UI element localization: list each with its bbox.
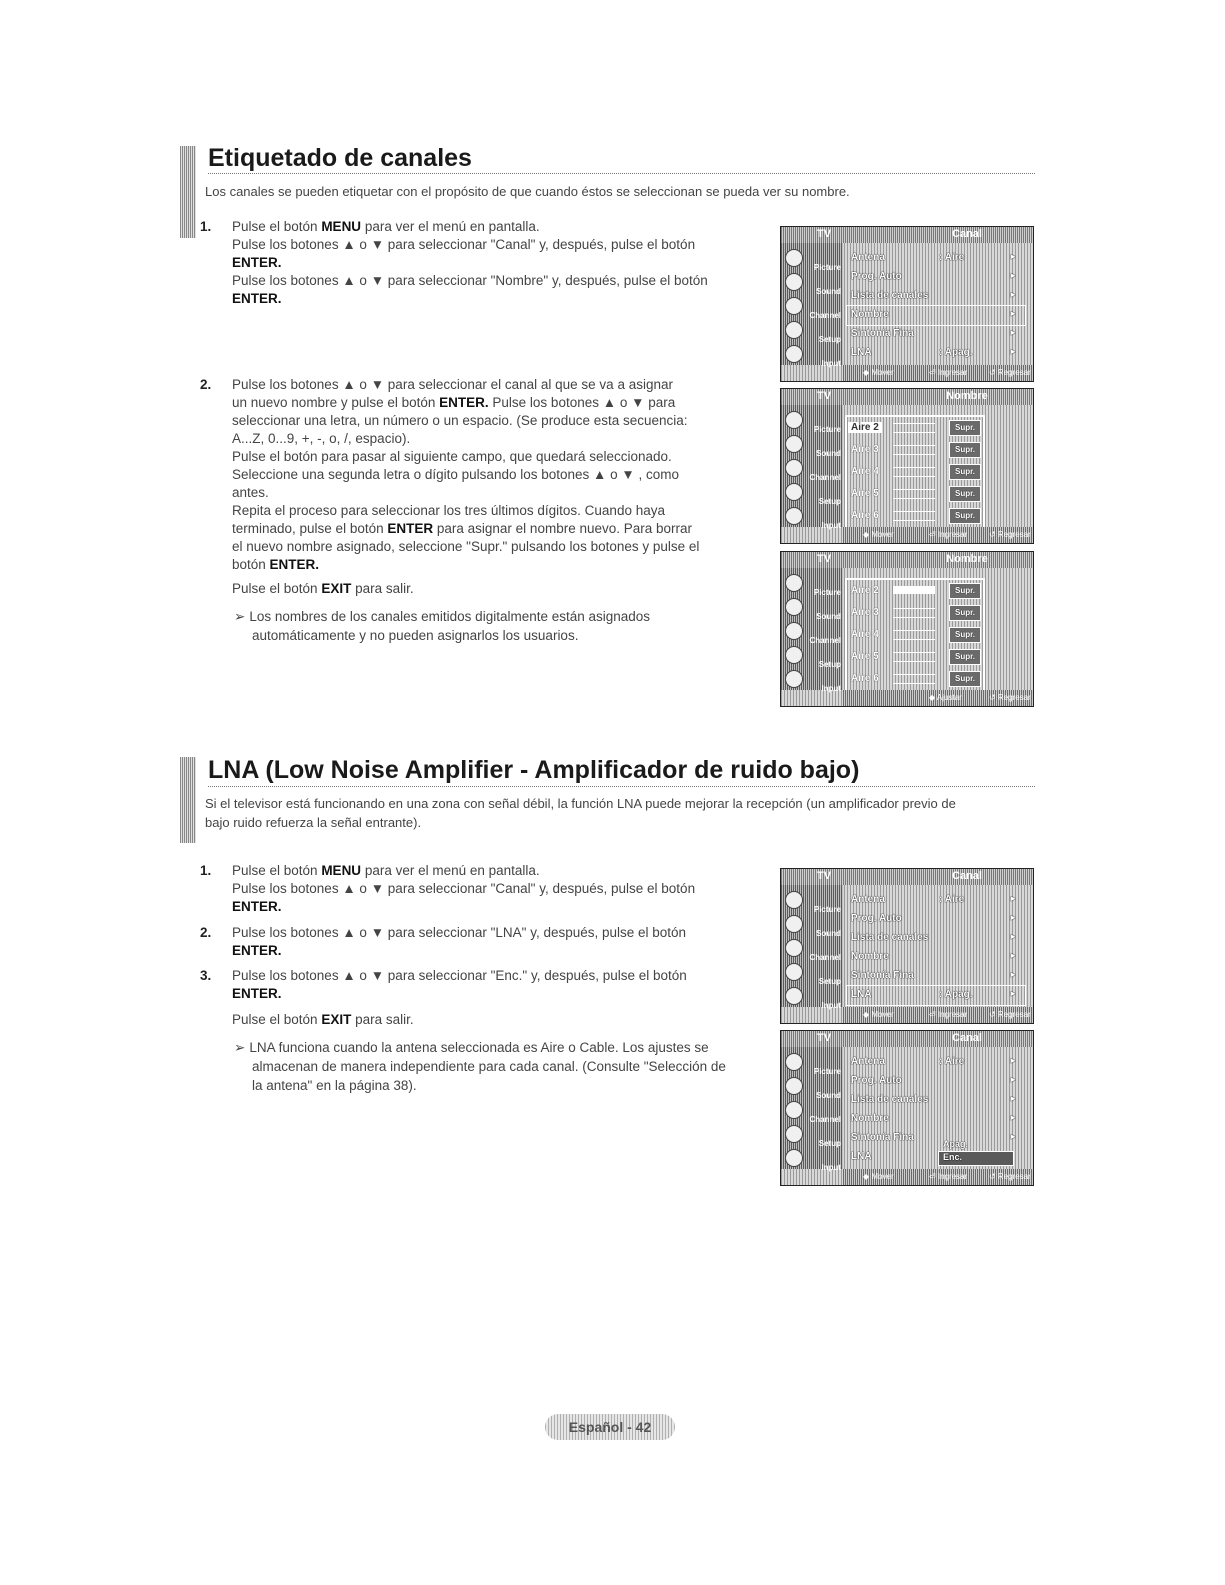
side-label: Channel: [809, 311, 841, 320]
row-key: Lista de canales: [851, 290, 929, 301]
foot-adjust: ◆ Ajustar: [929, 693, 962, 702]
osd-tv-label: TV: [817, 553, 832, 565]
row-key: Prog. Auto: [851, 913, 902, 924]
name-row-selected: [847, 417, 983, 439]
osd-row: [847, 1139, 1025, 1167]
step-3: [200, 967, 750, 1003]
note-arrow-icon: ➢: [234, 609, 246, 624]
side-label: Setup: [818, 497, 841, 506]
text: para salir.: [351, 581, 414, 596]
exit-line: [200, 580, 750, 598]
row-key: Antena: [851, 894, 885, 905]
note: [234, 607, 754, 645]
side-label: Sound: [816, 449, 841, 458]
keyword-enter: ENTER.: [232, 291, 282, 306]
arrow-right-icon: ►: [1009, 271, 1017, 280]
name-row: [847, 668, 983, 690]
keyword-enter: ENTER.: [232, 986, 282, 1001]
arrow-right-icon: ►: [1009, 328, 1017, 337]
name-list: [845, 415, 985, 529]
osd-sidebar: [781, 1047, 843, 1172]
row-key: LNA: [851, 1151, 872, 1162]
name-slots: [893, 586, 935, 594]
osd-sidebar: [781, 568, 843, 693]
osd-row: [847, 910, 1025, 929]
name-slots: [893, 511, 935, 521]
row-key: Prog. Auto: [851, 1075, 902, 1086]
text: botón: [232, 557, 270, 572]
foot-enter: ⏎ Ingresar: [929, 1172, 968, 1181]
delete-button: Supr.: [949, 442, 981, 458]
page-number: Español - 42: [545, 1414, 675, 1440]
arrow-right-icon: ►: [1009, 252, 1017, 261]
osd-rows: [847, 249, 1025, 363]
osd-heading: Nombre: [946, 390, 988, 402]
arrow-right-icon: ►: [1009, 989, 1017, 998]
side-label: Sound: [816, 929, 841, 938]
keyword-enter: ENTER.: [232, 899, 282, 914]
text: Pulse el botón para pasar al siguiente campo, que quedará seleccionado.: [232, 449, 672, 464]
side-label: Picture: [813, 905, 841, 914]
osd-row: [847, 287, 1025, 306]
keyword-enter: ENTER.: [269, 557, 320, 572]
step-number: 1.: [200, 219, 212, 234]
name-slots: [893, 630, 935, 640]
osd-row: [847, 1110, 1025, 1129]
lna-option-selected: Enc.: [939, 1152, 1013, 1165]
keyword-enter: ENTER: [387, 521, 434, 536]
exit-line: [200, 1011, 750, 1029]
row-key: Nombre: [851, 309, 889, 320]
arrow-right-icon: ►: [1009, 1056, 1017, 1065]
name-row-editing: [847, 580, 983, 602]
osd-heading: Nombre: [946, 553, 988, 565]
text: Seleccione una segunda letra o dígito pulsando los botones ▲ o ▼ , como: [232, 467, 680, 482]
osd-canal-menu: [780, 226, 1034, 382]
delete-button: Supr.: [949, 649, 981, 665]
arrow-right-icon: ►: [1009, 970, 1017, 979]
step-number: 3.: [200, 968, 212, 983]
side-label: Sound: [816, 287, 841, 296]
step-2: [200, 376, 750, 574]
step-1: [200, 862, 750, 916]
lna-option: Apag.: [943, 1139, 969, 1149]
foot-return: ↺ Regresar: [989, 1010, 1031, 1019]
name-slots: [893, 467, 935, 477]
row-key: LNA: [851, 989, 872, 1000]
side-label: Channel: [809, 1115, 841, 1124]
foot-enter: ⏎ Ingresar: [929, 1010, 968, 1019]
arrow-right-icon: ►: [1009, 290, 1017, 299]
osd-tv-label: TV: [817, 228, 832, 240]
osd-title-bar: [781, 869, 1033, 885]
row-value: : Apag.: [939, 989, 973, 1000]
side-label: Picture: [813, 263, 841, 272]
foot-return: ↺ Regresar: [989, 530, 1031, 539]
row-key: Nombre: [851, 951, 889, 962]
channel-name: Aire 2: [851, 585, 879, 596]
name-slots: [893, 608, 935, 618]
text: Pulse el botón: [232, 219, 322, 234]
row-key: Antena: [851, 1056, 885, 1067]
channel-name: Aire 3: [851, 444, 879, 455]
osd-row: [847, 249, 1025, 268]
text: terminado, pulse el botón: [232, 521, 388, 536]
channel-name: Aire 6: [851, 510, 879, 521]
foot-move: ◆ Mover: [863, 368, 894, 377]
step-number: 1.: [200, 863, 212, 878]
channel-name: Aire 3: [851, 607, 879, 618]
osd-heading: Canal: [952, 870, 982, 882]
keyword-enter: ENTER.: [232, 255, 282, 270]
side-label: Sound: [816, 612, 841, 621]
side-label: Sound: [816, 1091, 841, 1100]
delete-button: Supr.: [949, 420, 981, 436]
text: bajo ruido refuerza la señal entrante).: [205, 815, 422, 830]
text: Pulse los botones ▲ o ▼ para seleccionar "LNA" y, después, pulse el botón: [232, 925, 687, 940]
name-row: [847, 624, 983, 646]
side-label: Input: [821, 521, 841, 530]
row-value: : Apag.: [939, 347, 973, 358]
arrow-right-icon: ►: [1009, 347, 1017, 356]
arrow-right-icon: ►: [1009, 1075, 1017, 1084]
osd-row: [847, 1072, 1025, 1091]
osd-canal-lna-options: [780, 1030, 1034, 1186]
side-label: Setup: [818, 660, 841, 669]
osd-title-bar: [781, 227, 1033, 243]
note: [234, 1038, 754, 1095]
text: para ver el menú en pantalla.: [361, 219, 540, 234]
row-key: Sintonía Fina: [851, 970, 914, 981]
text: Pulse los botones ▲ o ▼ para: [488, 395, 676, 410]
row-key: Sintonía Fina: [851, 328, 914, 339]
side-label: Setup: [818, 977, 841, 986]
osd-heading: Canal: [952, 1032, 982, 1044]
name-slots: [893, 423, 935, 433]
channel-name: Aire 6: [851, 673, 879, 684]
osd-row: [847, 929, 1025, 948]
osd-row: [847, 344, 1025, 363]
row-value: : Aire: [939, 252, 965, 263]
name-slots: [893, 445, 935, 455]
osd-footer: [843, 365, 1033, 381]
keyword-menu: MENU: [321, 863, 362, 878]
delete-button: Supr.: [949, 486, 981, 502]
osd-tv-label: TV: [817, 870, 832, 882]
side-label: Setup: [818, 1139, 841, 1148]
osd-footer: [843, 1169, 1033, 1185]
arrow-right-icon: ►: [1009, 309, 1017, 318]
text: seleccionar una letra, un número o un espacio. (Se produce esta secuencia:: [232, 413, 688, 428]
title-rule: [208, 173, 1035, 174]
osd-title-bar: [781, 1031, 1033, 1047]
row-key: LNA: [851, 347, 872, 358]
arrow-right-icon: ►: [1009, 932, 1017, 941]
osd-nombre-menu: [780, 388, 1034, 544]
note-text: LNA funciona cuando la antena seleccionada es Aire o Cable. Los ajustes se: [249, 1040, 709, 1055]
name-row: [847, 439, 983, 461]
side-label: Input: [821, 1001, 841, 1010]
side-label: Channel: [809, 636, 841, 645]
side-label: Input: [821, 359, 841, 368]
text: para asignar el nombre nuevo. Para borrar: [433, 521, 693, 536]
text: Si el televisor está funcionando en una zona con señal débil, la función LNA puede mejorar la recepción (un amplificador previo de: [205, 796, 956, 811]
step-1: [200, 218, 750, 308]
side-label: Input: [821, 1163, 841, 1172]
row-key: Nombre: [851, 1113, 889, 1124]
side-label: Setup: [818, 335, 841, 344]
side-label: Picture: [813, 588, 841, 597]
delete-button: Supr.: [949, 671, 981, 687]
text: Pulse los botones ▲ o ▼ para seleccionar el canal al que se va a asignar: [232, 377, 673, 392]
osd-row: [847, 891, 1025, 910]
foot-return: ↺ Regresar: [989, 1172, 1031, 1181]
osd-title-bar: [781, 389, 1033, 405]
foot-move: ◆ Mover: [863, 1010, 894, 1019]
text: Pulse el botón: [232, 863, 322, 878]
keyword-enter: ENTER.: [232, 943, 282, 958]
text: Pulse el botón: [232, 1012, 322, 1027]
name-row: [847, 602, 983, 624]
osd-row: [847, 325, 1025, 344]
text: A...Z, 0...9, +, -, o, /, espacio).: [232, 431, 411, 446]
osd-row: [847, 1091, 1025, 1110]
osd-sidebar: [781, 243, 843, 368]
name-row: [847, 505, 983, 527]
osd-row: [847, 1053, 1025, 1072]
row-key: Prog. Auto: [851, 271, 902, 282]
channel-name: Aire 4: [851, 466, 879, 477]
title-rule: [208, 786, 1035, 787]
text: un nuevo nombre y pulse el botón: [232, 395, 440, 410]
row-value: : Aire: [939, 1056, 965, 1067]
side-label: Input: [821, 684, 841, 693]
arrow-right-icon: ►: [1009, 913, 1017, 922]
arrow-right-icon: ►: [1009, 1094, 1017, 1103]
foot-move: ◆ Mover: [863, 1172, 894, 1181]
arrow-right-icon: ►: [1009, 951, 1017, 960]
osd-sidebar: [781, 405, 843, 530]
foot-move: ◆ Mover: [863, 530, 894, 539]
osd-tv-label: TV: [817, 1032, 832, 1044]
name-slots: [893, 674, 935, 684]
note-arrow-icon: ➢: [234, 1040, 246, 1055]
keyword-exit: EXIT: [321, 1012, 352, 1027]
osd-nombre-edit: [780, 551, 1034, 707]
text: para salir.: [351, 1012, 414, 1027]
osd-sidebar: [781, 885, 843, 1010]
side-label: Picture: [813, 1067, 841, 1076]
delete-button: Supr.: [949, 583, 981, 599]
arrow-right-icon: ►: [1009, 1113, 1017, 1122]
lna-option-list: [939, 1139, 1013, 1165]
name-list: [845, 578, 985, 692]
text: Pulse los botones ▲ o ▼ para seleccionar "Nombre" y, después, pulse el botón: [232, 273, 708, 288]
row-key: Lista de canales: [851, 932, 929, 943]
text: Pulse los botones ▲ o ▼ para seleccionar "Enc." y, después, pulse el botón: [232, 968, 687, 983]
osd-row: [847, 948, 1025, 967]
arrow-right-icon: ►: [1009, 894, 1017, 903]
note-text: almacenan de manera independiente para cada canal. (Consulte "Selección de: [252, 1059, 726, 1074]
foot-enter: ⏎ Ingresar: [929, 530, 968, 539]
name-row: [847, 646, 983, 668]
foot-return: ↺ Regresar: [989, 693, 1031, 702]
section-marker: [180, 146, 196, 238]
osd-row: [847, 268, 1025, 287]
text: Pulse los botones ▲ o ▼ para seleccionar "Canal" y, después, pulse el botón: [232, 237, 696, 252]
keyword-enter: ENTER.: [439, 395, 489, 410]
text: para ver el menú en pantalla.: [361, 863, 540, 878]
osd-footer: [843, 527, 1033, 543]
name-slots: [893, 652, 935, 662]
row-key: Antena: [851, 252, 885, 263]
section-marker: [180, 757, 196, 843]
osd-row-selected: [847, 986, 1025, 1005]
osd-tv-label: TV: [817, 390, 832, 402]
keyword-menu: MENU: [321, 219, 362, 234]
text: Repita el proceso para seleccionar los tres últimos dígitos. Cuando haya: [232, 503, 665, 518]
row-key: Sintonía Fina: [851, 1132, 914, 1143]
text: Pulse los botones ▲ o ▼ para seleccionar "Canal" y, después, pulse el botón: [232, 881, 696, 896]
note-text: automáticamente y no pueden asignarlos los usuarios.: [252, 628, 579, 643]
osd-footer: [843, 690, 1033, 706]
text: Pulse el botón: [232, 581, 322, 596]
keyword-exit: EXIT: [321, 581, 352, 596]
osd-footer: [843, 1007, 1033, 1023]
step-number: 2.: [200, 925, 212, 940]
section-title: LNA (Low Noise Amplifier - Amplificador de ruido bajo): [208, 756, 860, 784]
delete-button: Supr.: [949, 605, 981, 621]
channel-name: Aire 2: [848, 422, 882, 433]
side-label: Channel: [809, 473, 841, 482]
text: el nuevo nombre asignado, seleccione "Supr." pulsando los botones y pulse el: [232, 539, 700, 554]
step-number: 2.: [200, 377, 212, 392]
foot-enter: ⏎ Ingresar: [929, 368, 968, 377]
channel-name: Aire 4: [851, 629, 879, 640]
osd-row: [847, 967, 1025, 986]
channel-name: Aire 5: [851, 488, 879, 499]
side-label: Picture: [813, 425, 841, 434]
osd-row-selected: [847, 306, 1025, 325]
section-intro: [205, 794, 1035, 832]
osd-rows: [847, 1053, 1025, 1167]
side-label: Channel: [809, 953, 841, 962]
note-text: la antena" en la página 38).: [252, 1078, 417, 1093]
delete-button: Supr.: [949, 464, 981, 480]
delete-button: Supr.: [949, 627, 981, 643]
name-row: [847, 461, 983, 483]
osd-rows: [847, 891, 1025, 1005]
osd-title-bar: [781, 552, 1033, 568]
arrow-right-icon: ►: [1009, 1132, 1017, 1141]
note-text: Los nombres de los canales emitidos digitalmente están asignados: [249, 609, 651, 624]
section-title: Etiquetado de canales: [208, 144, 472, 172]
osd-canal-menu: [780, 868, 1034, 1024]
step-2: [200, 924, 750, 960]
name-row: [847, 483, 983, 505]
section-intro: Los canales se pueden etiquetar con el propósito de que cuando éstos se seleccionan se pueda ver su nombre.: [205, 184, 850, 199]
channel-name: Aire 5: [851, 651, 879, 662]
text: antes.: [232, 485, 269, 500]
name-slots: [893, 489, 935, 499]
foot-return: ↺ Regresar: [989, 368, 1031, 377]
row-value: : Aire: [939, 894, 965, 905]
osd-heading: Canal: [952, 228, 982, 240]
row-key: Lista de canales: [851, 1094, 929, 1105]
delete-button: Supr.: [949, 508, 981, 524]
